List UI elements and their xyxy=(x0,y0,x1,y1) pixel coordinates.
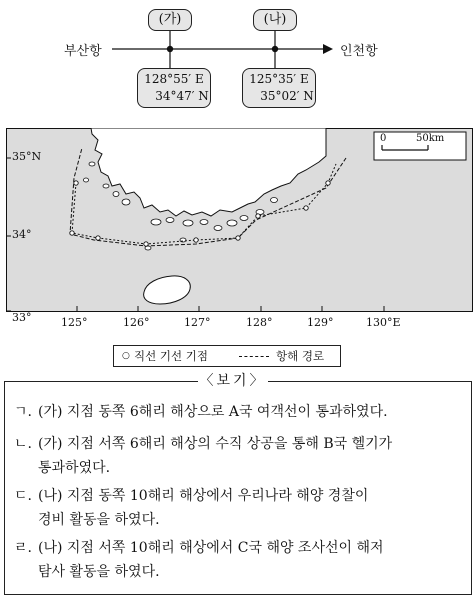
lat-label-33: 33° xyxy=(12,311,32,324)
route-line-symbol xyxy=(239,356,269,357)
baseline-point-symbol: ○ xyxy=(122,351,130,361)
point-b-lon: 125°35′ E xyxy=(249,72,309,86)
item-text: (가) 지점 서쪽 6해리 해상의 수직 상공을 통해 B국 헬기가 xyxy=(38,436,393,452)
legend-point-label: 직선 기선 기점 xyxy=(134,349,208,363)
point-b-lat: 35°02′ N xyxy=(260,89,314,103)
point-b-label: (나) xyxy=(253,9,297,31)
item-text-cont: 경비 활동을 하였다. xyxy=(38,512,160,528)
item-text: (나) 지점 동쪽 10해리 해상에서 우리나라 해양 경찰이 xyxy=(38,488,369,504)
route-diagram xyxy=(0,0,476,120)
map-legend xyxy=(113,345,341,367)
point-a-dot xyxy=(167,46,173,52)
end-port-label: 인천항 xyxy=(340,44,378,59)
map xyxy=(6,128,473,338)
start-port-label: 부산항 xyxy=(64,44,102,59)
lat-label-35: 35°N xyxy=(12,150,42,163)
item-mark: ㄹ. xyxy=(14,540,32,556)
point-a-lat: 34°47′ N xyxy=(155,89,209,103)
lat-label-34: 34° xyxy=(12,228,32,241)
lon-label-129: 129° xyxy=(307,316,334,329)
lon-label-127: 127° xyxy=(184,316,211,329)
item-text: (나) 지점 서쪽 10해리 해상에서 C국 해양 조사선이 해저 xyxy=(38,540,384,556)
item-text-cont: 통과하였다. xyxy=(38,460,111,476)
point-b-dot xyxy=(272,46,278,52)
scale-distance: 50km xyxy=(416,133,445,144)
point-a-coordinates xyxy=(137,68,211,108)
item-mark: ㄷ. xyxy=(14,488,32,504)
lon-label-126: 126° xyxy=(123,316,150,329)
point-a-lon: 128°55′ E xyxy=(144,72,204,86)
bogi-item-4 xyxy=(14,536,462,584)
route-arrow xyxy=(323,44,333,54)
item-text-cont: 탐사 활동을 하였다. xyxy=(38,564,160,580)
lon-label-125: 125° xyxy=(61,316,88,329)
item-mark: ㄴ. xyxy=(14,436,32,452)
scale-zero: 0 xyxy=(380,133,387,144)
bogi-item-3 xyxy=(14,484,462,532)
bogi-item-1 xyxy=(14,400,462,424)
lon-label-130: 130°E xyxy=(366,316,401,329)
map-svg xyxy=(6,128,473,338)
item-mark: ㄱ. xyxy=(14,404,32,420)
legend-route-label: 항해 경로 xyxy=(276,349,325,363)
bogi-title: 〈보기〉 xyxy=(199,373,267,389)
point-a-label: (가) xyxy=(148,9,192,31)
item-text: (가) 지점 동쪽 6해리 해상으로 A국 여객선이 통과하였다. xyxy=(38,404,388,420)
lon-label-128: 128° xyxy=(246,316,273,329)
point-b-coordinates xyxy=(242,68,316,108)
bogi-item-2 xyxy=(14,432,462,480)
